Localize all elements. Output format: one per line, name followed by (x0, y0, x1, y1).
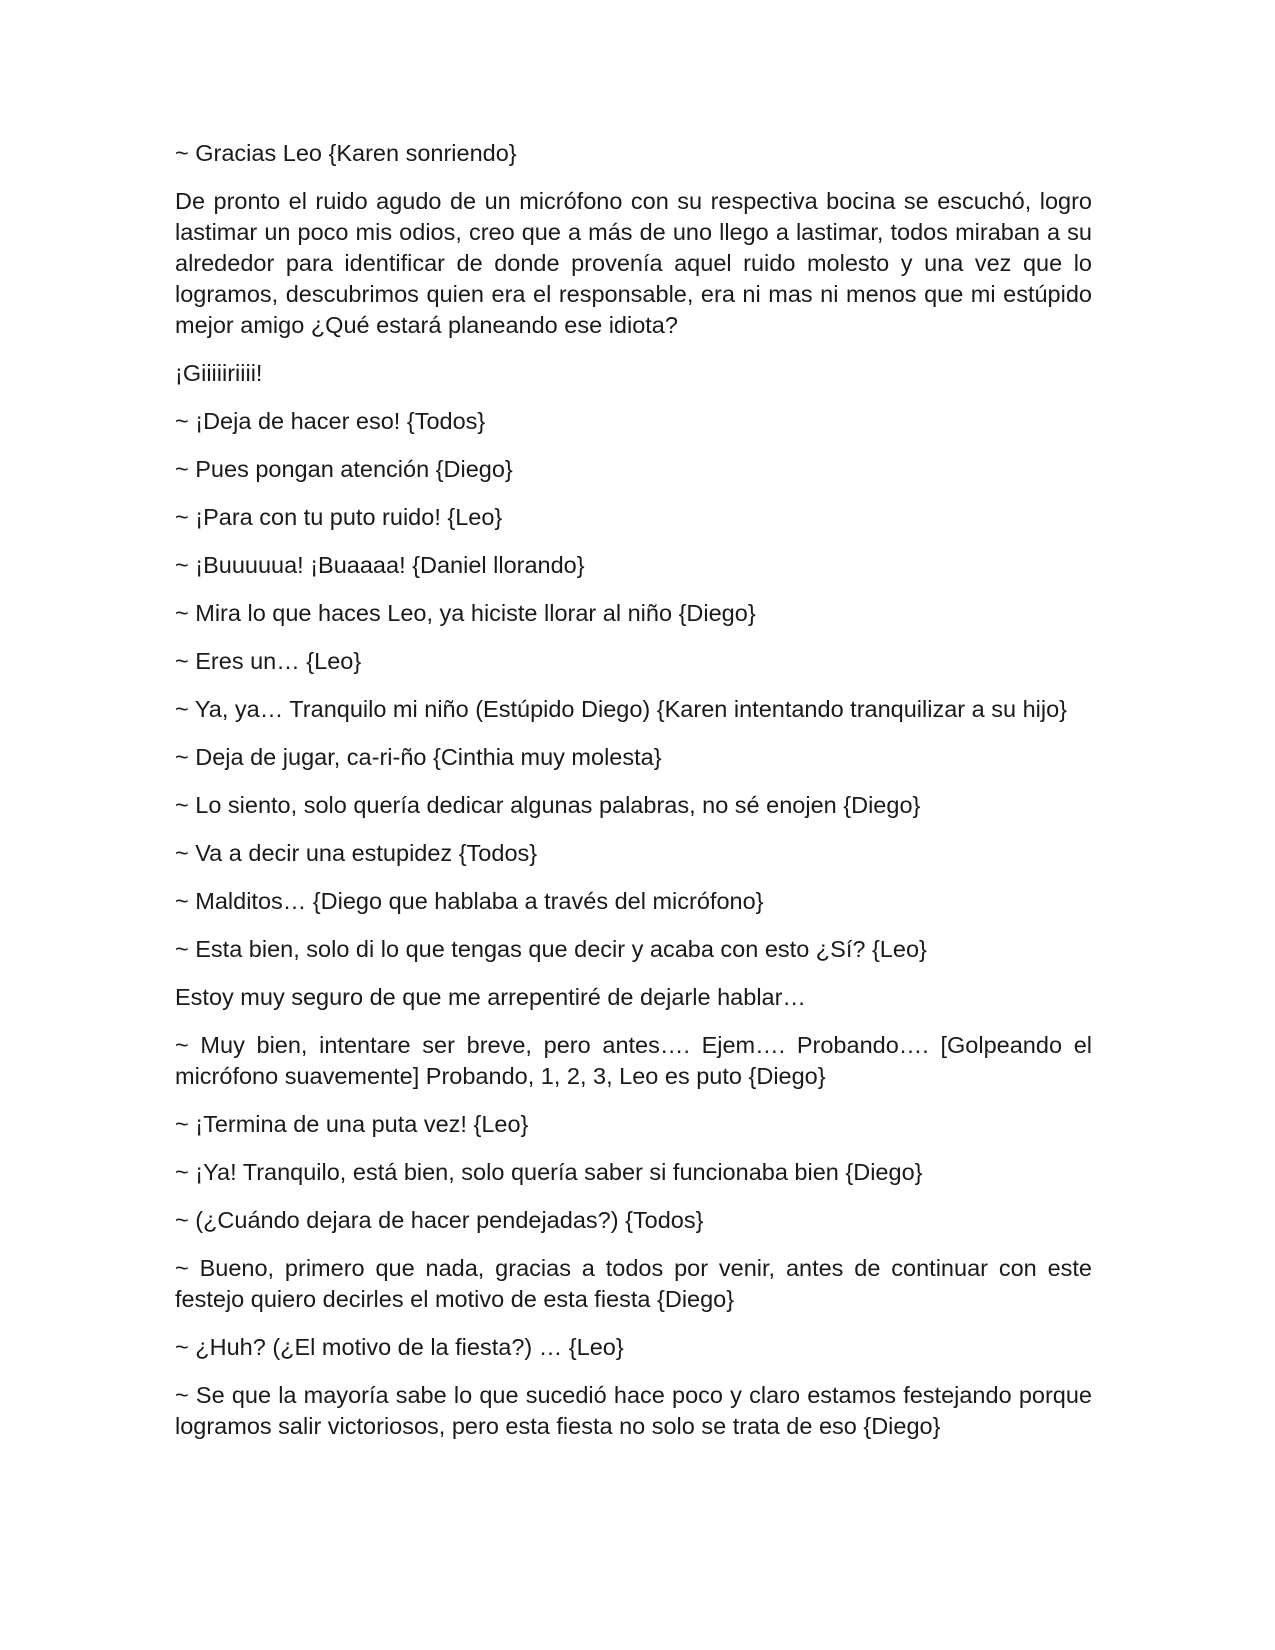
dialogue-line: ~ Bueno, primero que nada, gracias a todos por venir, antes de continuar con este festejo quiero decirles el motivo de esta fiesta {Diego} (175, 1255, 1092, 1312)
dialogue-line: ~ ¡Buuuuua! ¡Buaaaa! {Daniel llorando} (175, 552, 585, 578)
narration-paragraph: Estoy muy seguro de que me arrepentiré de dejarle hablar… (175, 984, 806, 1010)
dialogue-line: ~ Ya, ya… Tranquilo mi niño (Estúpido Diego) {Karen intentando tranquilizar a su hijo} (175, 696, 1068, 722)
dialogue-line: ~ Va a decir una estupidez {Todos} (175, 840, 538, 866)
dialogue-line: ~ ¿Huh? (¿El motivo de la fiesta?) … {Leo} (175, 1334, 624, 1360)
dialogue-line: ~ (¿Cuándo dejara de hacer pendejadas?) {Todos} (175, 1207, 704, 1233)
dialogue-line: ~ Eres un… {Leo} (175, 648, 362, 674)
dialogue-line: ~ Esta bien, solo di lo que tengas que decir y acaba con esto ¿Sí? {Leo} (175, 936, 927, 962)
dialogue-line: ~ Pues pongan atención {Diego} (175, 456, 513, 482)
dialogue-line: ~ ¡Termina de una puta vez! {Leo} (175, 1111, 529, 1137)
narration-paragraph: De pronto el ruido agudo de un micrófono con su respectiva bocina se escuchó, logro lastimar un poco mis odios, creo que a más de uno llego a lastimar, todos miraban a su alrededor para identificar de donde provenía aquel ruido molesto y una vez que lo logramos, descubrimos quien era el responsable, era ni mas ni menos que mi estúpido mejor amigo ¿Qué estará planeando ese idiota? (175, 188, 1092, 338)
dialogue-line: ~ Gracias Leo {Karen sonriendo} (175, 140, 517, 166)
dialogue-line: ~ ¡Para con tu puto ruido! {Leo} (175, 504, 503, 530)
dialogue-line: ~ ¡Ya! Tranquilo, está bien, solo quería saber si funcionaba bien {Diego} (175, 1159, 923, 1185)
dialogue-line: ~ Lo siento, solo quería dedicar algunas palabras, no sé enojen {Diego} (175, 792, 921, 818)
dialogue-line: ~ Se que la mayoría sabe lo que sucedió hace poco y claro estamos festejando porque logramos salir victoriosos, pero esta fiesta no solo se trata de eso {Diego} (175, 1382, 1092, 1439)
dialogue-line: ~ Mira lo que haces Leo, ya hiciste llorar al niño {Diego} (175, 600, 756, 626)
dialogue-line: ~ Deja de jugar, ca-ri-ño {Cinthia muy molesta} (175, 744, 662, 770)
page-body (175, 138, 1092, 1459)
dialogue-line: ~ Malditos… {Diego que hablaba a través del micrófono} (175, 888, 764, 914)
dialogue-line: ~ ¡Deja de hacer eso! {Todos} (175, 408, 486, 434)
dialogue-line: ~ Muy bien, intentare ser breve, pero antes…. Ejem…. Probando…. [Golpeando el micrófono suavemente] Probando, 1, 2, 3, Leo es puto {Diego} (175, 1032, 1092, 1089)
sound-effect-line: ¡Giiiiiriiii! (175, 360, 263, 386)
